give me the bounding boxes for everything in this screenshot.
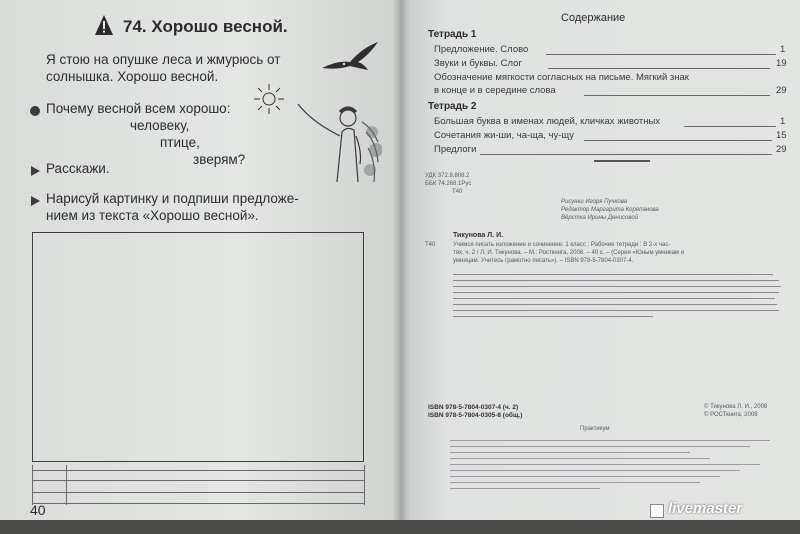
- isbn-total: ISBN 978-5-7804-0305-8 (общ.): [428, 412, 523, 419]
- warning-triangle-icon: [94, 14, 114, 42]
- question-line-2: человеку,: [130, 118, 190, 133]
- writing-line: [32, 492, 364, 493]
- practicum-label: Практикум: [580, 426, 610, 432]
- toc-notebook-1: Тетрадь 1: [428, 29, 477, 40]
- watermark-logo-icon: [650, 504, 664, 518]
- separator: [594, 160, 650, 162]
- sun-illustration: [252, 82, 286, 116]
- copyright-publisher: © РОСТкнига, 2008: [704, 412, 758, 418]
- margin-line: [32, 465, 33, 505]
- toc-page: 29: [776, 144, 787, 155]
- toc-title: Содержание: [561, 12, 626, 24]
- annotation-text-block: [453, 270, 783, 322]
- toc-item: Большая буква в именах людей, кличках животных: [434, 116, 661, 127]
- toc-item: Предложение. Слово: [434, 44, 529, 55]
- toc-item: Обозначение мягкости согласных на письме. Мягкий знак: [434, 72, 689, 83]
- task-tell: Расскажи.: [46, 161, 110, 176]
- toc-item: в конце и в середине слова: [434, 85, 556, 96]
- book-spine: [392, 0, 410, 534]
- imprint-block: [450, 436, 780, 494]
- question-line-3: птице,: [160, 135, 200, 150]
- writing-line: [32, 470, 364, 471]
- toc-notebook-2: Тетрадь 2: [428, 101, 477, 112]
- intro-text-line-2: солнышка. Хорошо весной.: [46, 69, 219, 84]
- lesson-title: 74. Хорошо весной.: [123, 17, 288, 36]
- annotation-line: умницам. Учитесь грамотно писать»). – ISBN 978-5-7804-0307-4.: [453, 258, 634, 264]
- isbn-part: ISBN 978-5-7804-0307-4 (ч. 2): [428, 404, 519, 411]
- copyright-author: © Тикунова Л. И., 2008: [704, 404, 768, 410]
- toc-page: 1: [780, 44, 786, 55]
- udk: УДК 372.8.808.2: [425, 173, 470, 179]
- task-arrow-icon: [31, 196, 40, 206]
- margin-line: [364, 465, 365, 505]
- toc-item: Предлоги: [434, 144, 477, 155]
- toc-page: 19: [776, 58, 787, 69]
- toc-item: Сочетания жи-ши, ча-ща, чу-щу: [434, 130, 575, 141]
- toc-item: Звуки и буквы. Слог: [434, 58, 522, 69]
- book-bottom-edge: [0, 520, 800, 534]
- question-line-1: Почему весной всем хорошо:: [46, 101, 231, 116]
- credits-illustrator: Рисунки Игоря Пучкова: [561, 199, 628, 205]
- margin-line: [66, 465, 67, 505]
- annotation-line: тях, ч. 2 / Л. И. Тикунова. – М.: Росткнига, 2008. – 40 с. – (Серия «Юным умникам и: [453, 250, 685, 256]
- credits-layout: Вёрстка Ирины Денисовой: [561, 215, 639, 221]
- credits-editor: Редактор Маргарита Корепанова: [561, 207, 659, 213]
- toc-page: 15: [776, 130, 787, 141]
- t40-code: Т40: [425, 242, 436, 248]
- writing-line: [32, 480, 364, 481]
- bird-illustration: [318, 40, 382, 76]
- question-line-4: зверям?: [193, 152, 246, 167]
- t40-code: Т40: [452, 189, 463, 195]
- task-arrow-icon: [31, 166, 40, 176]
- author-name: Тикунова Л. И.: [453, 232, 504, 239]
- toc-page: 1: [780, 116, 786, 127]
- bbk: ББК 74.268.1Рус: [425, 181, 472, 187]
- child-illustration: [282, 92, 382, 187]
- task-draw-line-1: Нарисуй картинку и подпиши предложе-: [46, 191, 299, 206]
- intro-text-line-1: Я стою на опушке леса и жмурюсь от: [46, 52, 281, 67]
- task-draw-line-2: нием из текста «Хорошо весной».: [46, 208, 259, 223]
- annotation-line: Учимся писать изложение и сочинение. 1 класс : Рабочие тетради : В 2-х час-: [453, 242, 671, 248]
- watermark: livemaster: [668, 500, 743, 517]
- toc-page: 29: [776, 85, 787, 96]
- drawing-frame[interactable]: [32, 232, 364, 462]
- question-bullet-icon: [30, 106, 40, 116]
- page-number: 40: [30, 502, 46, 518]
- writing-line: [32, 503, 364, 504]
